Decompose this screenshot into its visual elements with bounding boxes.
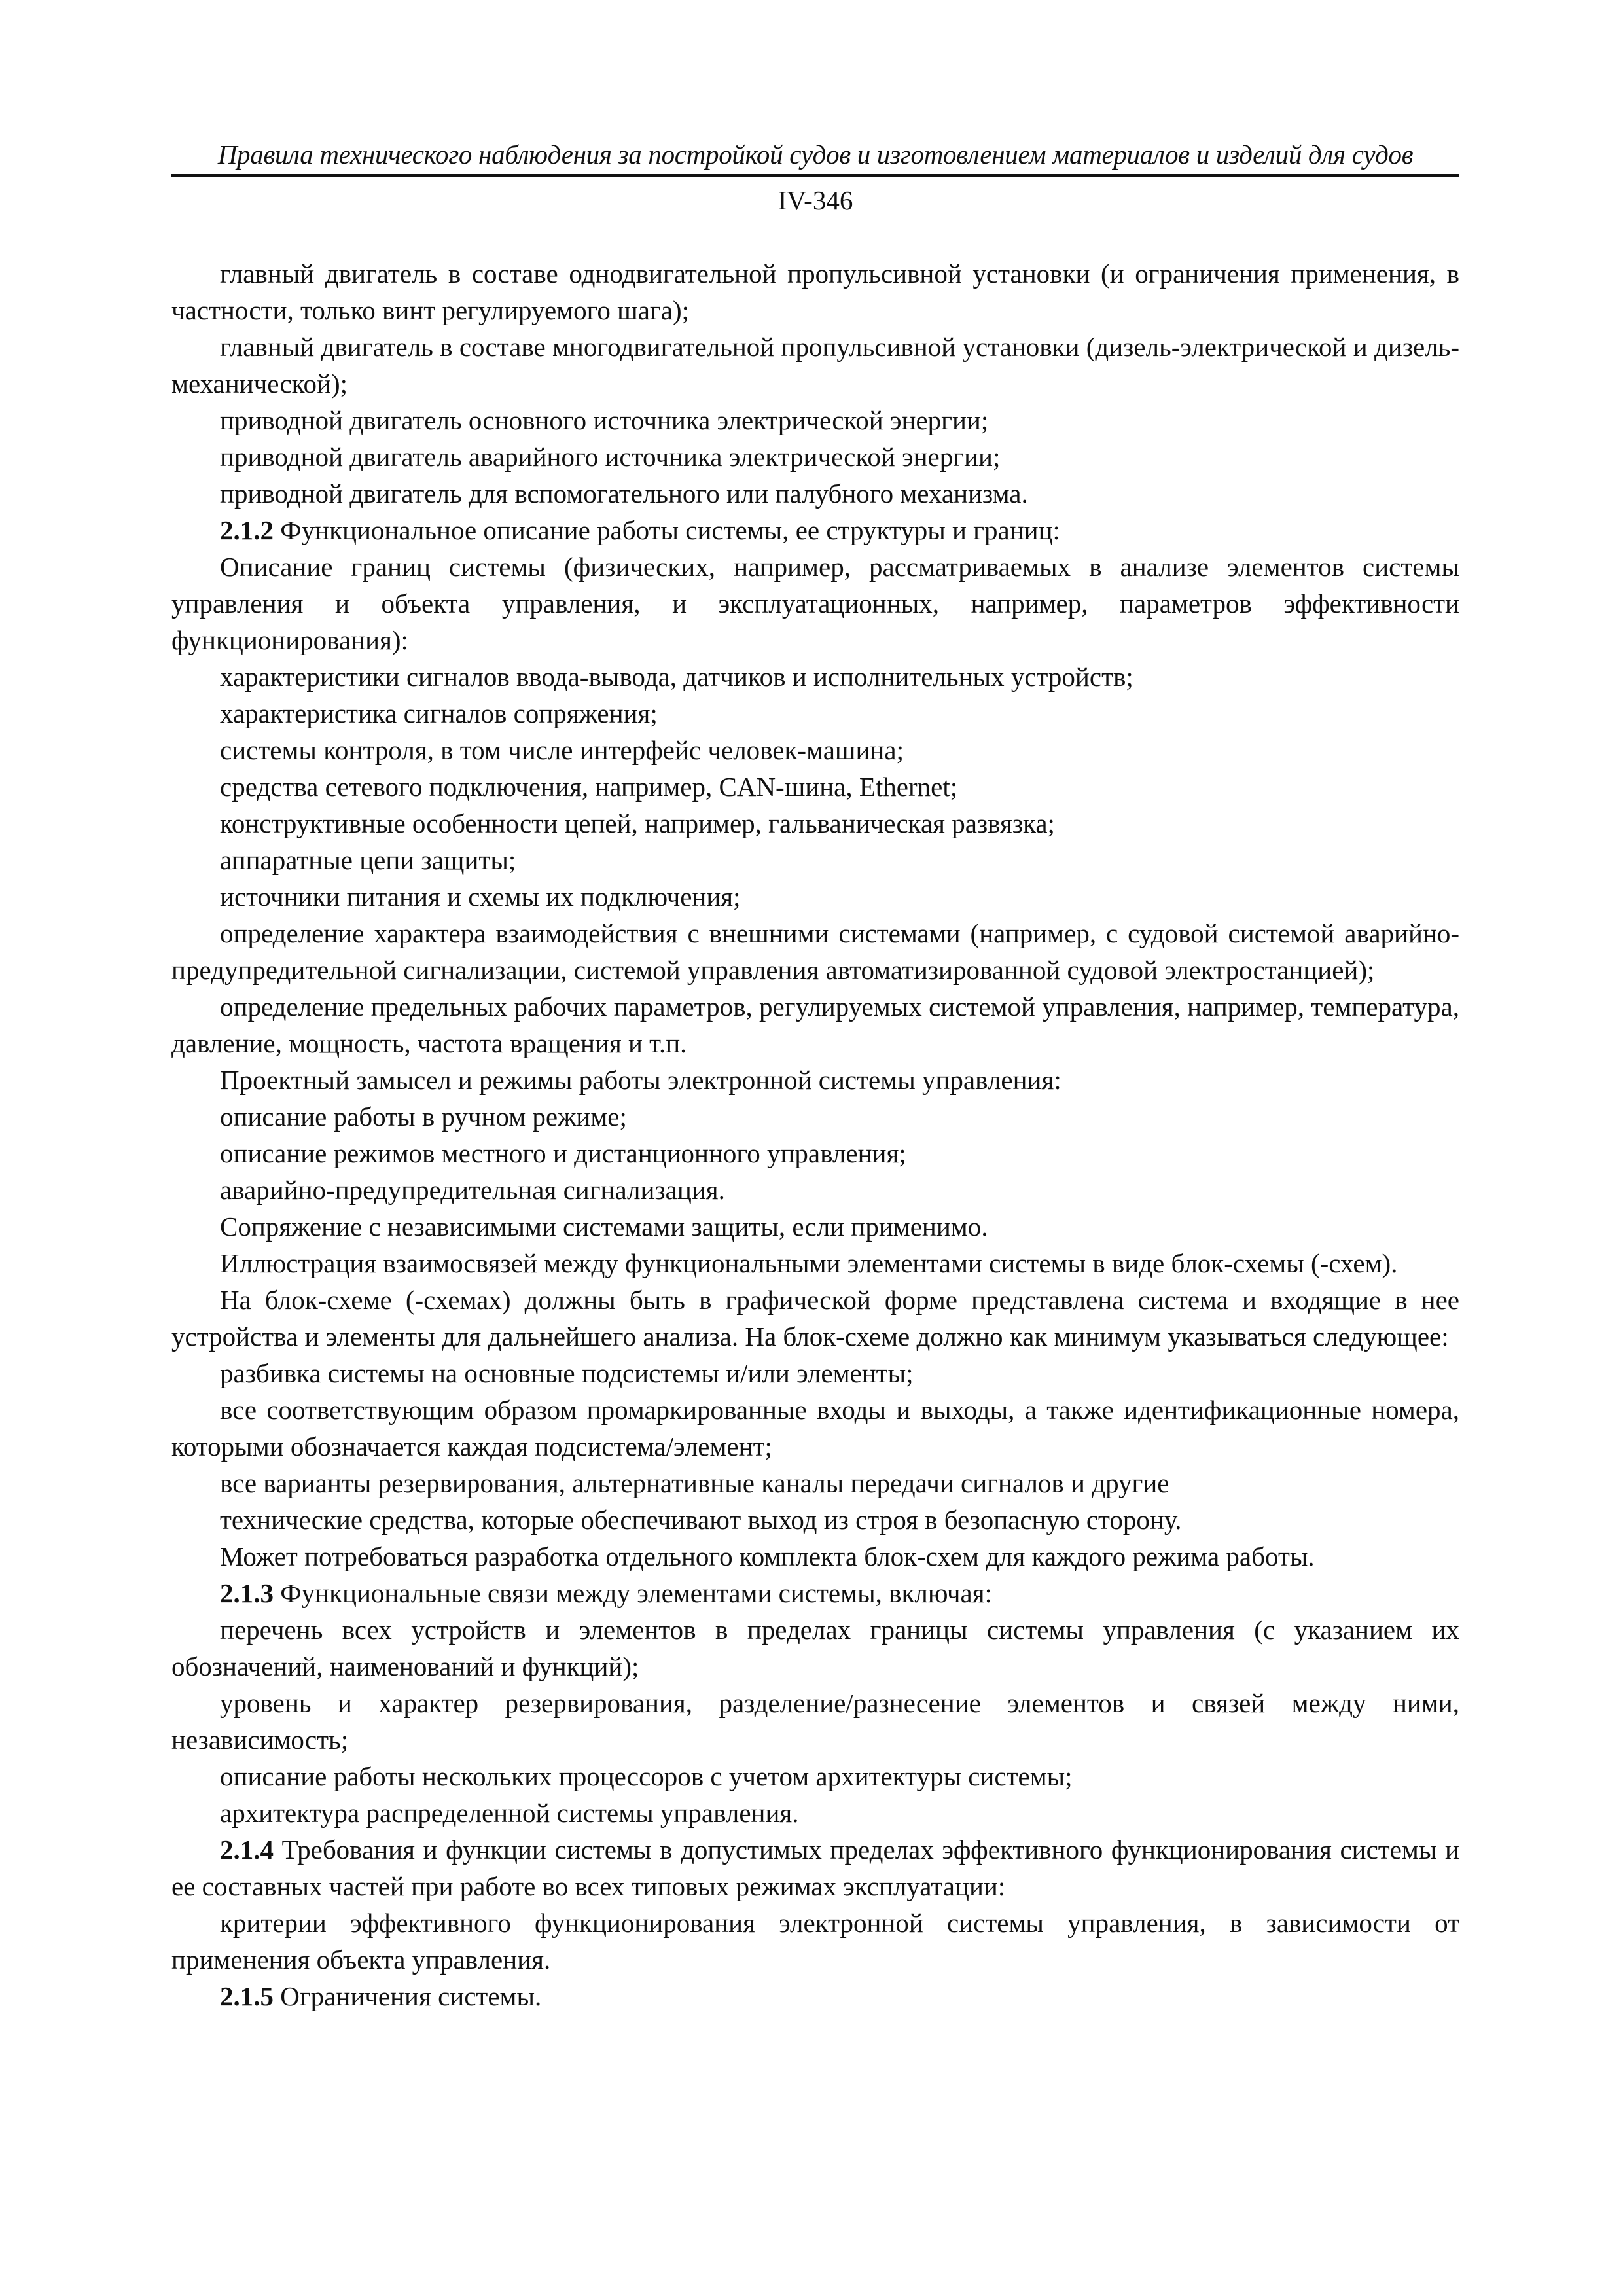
- paragraph: [171, 1135, 1459, 1172]
- paragraph-text: перечень всех устройств и элементов в пределах границы системы управления (с указанием их обозначений, наименований и функций);: [171, 1615, 1459, 1681]
- paragraph: [171, 805, 1459, 842]
- paragraph: [171, 915, 1459, 988]
- paragraph: [171, 475, 1459, 512]
- paragraph-text: описание режимов местного и дистанционного управления;: [220, 1138, 906, 1168]
- paragraph: [171, 1098, 1459, 1135]
- paragraph: [171, 1611, 1459, 1685]
- paragraph-text: приводной двигатель для вспомогательного или палубного механизма.: [220, 478, 1028, 509]
- paragraph: [171, 842, 1459, 878]
- paragraph-text: определение характера взаимодействия с внешними системами (например, с судовой системой аварийно-предупредительной сигнализации, системой управления автоматизированной судовой электростанцией);: [171, 918, 1459, 985]
- running-title: Правила технического наблюдения за постройкой судов и изготовлением материалов и изделий для судов: [217, 139, 1414, 170]
- paragraph: [171, 1538, 1459, 1575]
- body-text: [171, 255, 1459, 2015]
- paragraph-text: аппаратные цепи защиты;: [220, 845, 516, 875]
- paragraph-text: Требования и функции системы в допустимых пределах эффективного функционирования системы и ее составных частей при работе во всех типовых режимах эксплуатации:: [171, 1835, 1459, 1901]
- paragraph: [171, 1905, 1459, 1978]
- paragraph-text: средства сетевого подключения, например, CAN-шина, Ethernet;: [220, 772, 958, 802]
- clause-number: 2.1.4: [220, 1835, 274, 1865]
- paragraph: [171, 548, 1459, 658]
- paragraph-text: критерии эффективного функционирования электронной системы управления, в зависимости от применения объекта управления.: [171, 1908, 1459, 1975]
- paragraph-text: технические средства, которые обеспечивают выход из строя в безопасную сторону.: [220, 1505, 1182, 1535]
- paragraph-text: На блок-схеме (-схемах) должны быть в графической форме представлена система и входящие в нее устройства и элементы для дальнейшего анализа. На блок-схеме должно как минимум указываться следующее:: [171, 1285, 1459, 1352]
- clause-number: 2.1.2: [220, 515, 274, 545]
- paragraph-text: конструктивные особенности цепей, например, гальваническая развязка;: [220, 808, 1055, 838]
- paragraph-text: приводной двигатель аварийного источника электрической энергии;: [220, 442, 1001, 472]
- paragraph: [171, 1172, 1459, 1208]
- paragraph: [171, 1831, 1459, 1905]
- paragraph-text: Функциональные связи между элементами системы, включая:: [274, 1578, 992, 1608]
- page-header: [171, 136, 1459, 219]
- paragraph: [171, 1355, 1459, 1391]
- clause-number: 2.1.3: [220, 1578, 274, 1608]
- paragraph-text: уровень и характер резервирования, разделение/разнесение элементов и связей между ними, независимость;: [171, 1688, 1459, 1755]
- paragraph: [171, 1795, 1459, 1831]
- paragraph-text: все соответствующим образом промаркированные входы и выходы, а также идентификационные номера, которыми обозначается каждая подсистема/элемент;: [171, 1395, 1459, 1462]
- paragraph-text: Может потребоваться разработка отдельного комплекта блок-схем для каждого режима работы.: [220, 1541, 1315, 1571]
- paragraph: [171, 1978, 1459, 2015]
- paragraph: [171, 1391, 1459, 1465]
- paragraph: [171, 1758, 1459, 1795]
- paragraph: [171, 255, 1459, 329]
- paragraph-text: Сопряжение с независимыми системами защиты, если применимо.: [220, 1211, 988, 1242]
- paragraph-text: Функциональное описание работы системы, ее структуры и границ:: [274, 515, 1060, 545]
- paragraph-text: главный двигатель в составе многодвигательной пропульсивной установки (дизель-электрической и дизель-механической);: [171, 332, 1459, 399]
- paragraph: [171, 1465, 1459, 1501]
- paragraph: [171, 1282, 1459, 1355]
- paragraph: [171, 878, 1459, 915]
- clause-number: 2.1.5: [220, 1981, 274, 2011]
- paragraph-text: разбивка системы на основные подсистемы и/или элементы;: [220, 1358, 914, 1388]
- paragraph-text: определение предельных рабочих параметров, регулируемых системой управления, например, температура, давление, мощность, частота вращения и т.п.: [171, 992, 1459, 1058]
- paragraph: [171, 695, 1459, 732]
- page-number: IV-346: [777, 185, 853, 215]
- paragraph-text: аварийно-предупредительная сигнализация.: [220, 1175, 725, 1205]
- paragraph: [171, 1245, 1459, 1282]
- paragraph: [171, 1208, 1459, 1245]
- paragraph: [171, 329, 1459, 402]
- paragraph: [171, 512, 1459, 548]
- paragraph: [171, 439, 1459, 475]
- paragraph-text: системы контроля, в том числе интерфейс человек-машина;: [220, 735, 904, 765]
- paragraph: [171, 1685, 1459, 1758]
- header-divider: [171, 174, 1459, 177]
- paragraph: [171, 732, 1459, 768]
- paragraph-text: характеристика сигналов сопряжения;: [220, 698, 658, 728]
- paragraph-text: Проектный замысел и режимы работы электронной системы управления:: [220, 1065, 1061, 1095]
- paragraph-text: описание работы в ручном режиме;: [220, 1102, 627, 1132]
- paragraph-text: архитектура распределенной системы управления.: [220, 1798, 799, 1828]
- paragraph-text: характеристики сигналов ввода-вывода, датчиков и исполнительных устройств;: [220, 662, 1133, 692]
- paragraph-text: источники питания и схемы их подключения;: [220, 882, 741, 912]
- paragraph-text: Ограничения системы.: [274, 1981, 542, 2011]
- paragraph-text: Описание границ системы (физических, например, рассматриваемых в анализе элементов системы управления и объекта управления, и эксплуатационных, например, параметров эффективности функционирования):: [171, 552, 1459, 655]
- paragraph: [171, 658, 1459, 695]
- paragraph-text: главный двигатель в составе однодвигательной пропульсивной установки (и ограничения применения, в частности, только винт регулируемого шага);: [171, 259, 1459, 325]
- paragraph: [171, 988, 1459, 1062]
- paragraph: [171, 1501, 1459, 1538]
- paragraph-text: описание работы нескольких процессоров с учетом архитектуры системы;: [220, 1761, 1073, 1791]
- paragraph: [171, 1575, 1459, 1611]
- paragraph: [171, 402, 1459, 439]
- paragraph-text: все варианты резервирования, альтернативные каналы передачи сигналов и другие: [220, 1468, 1169, 1498]
- paragraph: [171, 768, 1459, 805]
- paragraph-text: Иллюстрация взаимосвязей между функциональными элементами системы в виде блок-схемы (-схем).: [220, 1248, 1398, 1278]
- paragraph: [171, 1062, 1459, 1098]
- paragraph-text: приводной двигатель основного источника электрической энергии;: [220, 405, 989, 435]
